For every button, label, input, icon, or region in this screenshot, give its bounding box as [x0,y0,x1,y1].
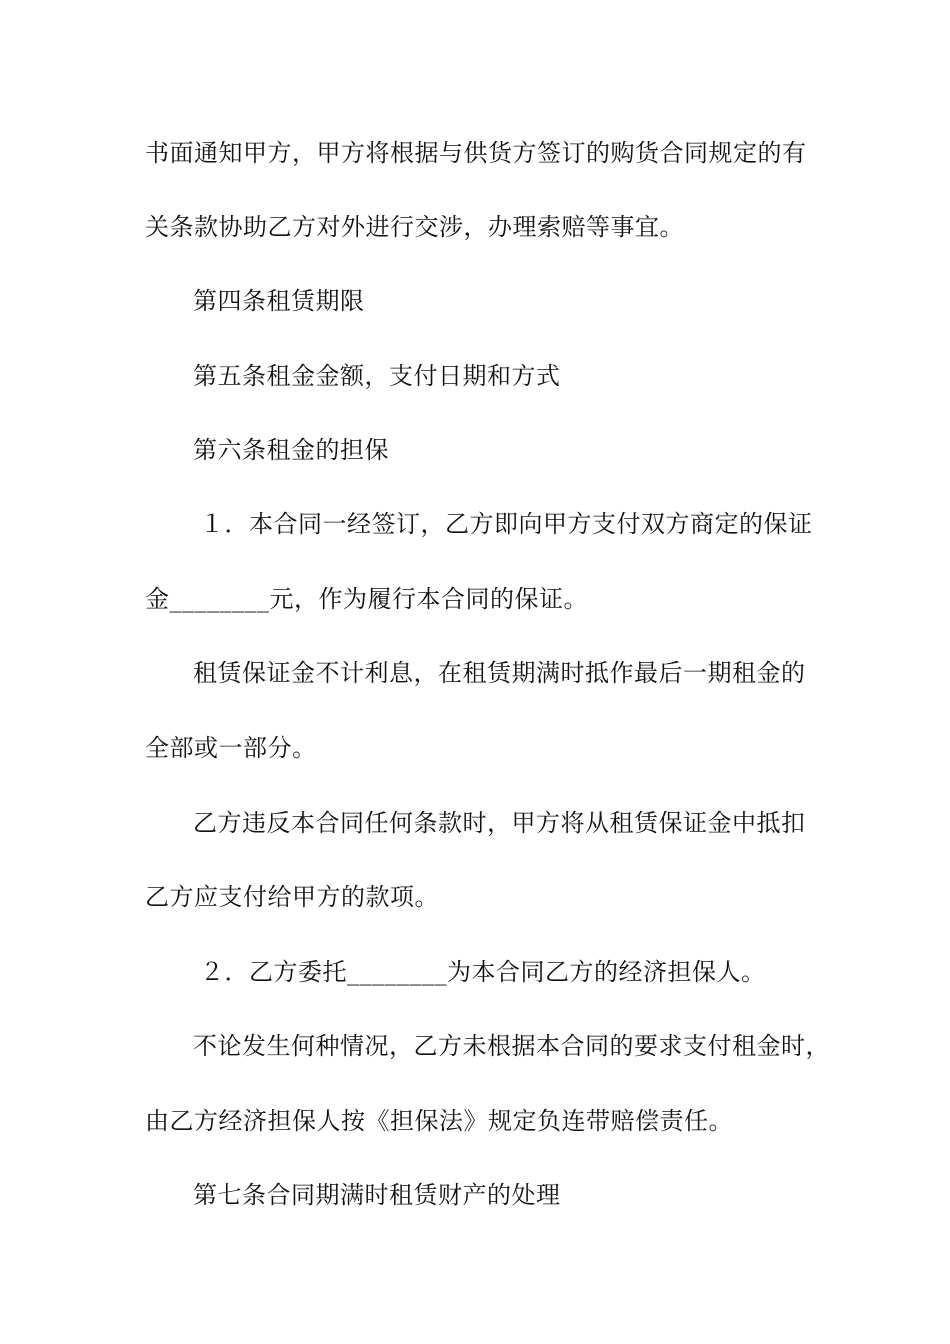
article-heading: 第七条合同期满时租赁财产的处理 [193,1181,561,1209]
article-heading: 第六条租金的担保 [193,436,389,464]
text-line: 乙方违反本合同任何条款时，甲方将从租赁保证金中抵扣 [193,809,806,837]
text-line: 全部或一部分。 [145,734,317,762]
text-line: 由乙方经济担保人按《担保法》规定负连带赔偿责任。 [145,1107,733,1135]
text-line: 租赁保证金不计利息，在租赁期满时抵作最后一期租金的 [193,659,806,687]
article-heading: 第五条租金金额，支付日期和方式 [193,362,561,390]
article-heading: 第四条租赁期限 [193,287,365,315]
text-line: 乙方应支付给甲方的款项。 [145,883,439,911]
text-line: 关条款协助乙方对外进行交涉，办理索赔等事宜。 [145,213,684,241]
text-line: ２．乙方委托________为本合同乙方的经济担保人。 [200,958,766,986]
text-line: １．本合同一经签订，乙方即向甲方支付双方商定的保证 [200,510,813,538]
text-line: 书面通知甲方，甲方将根据与供货方签订的购货合同规定的有 [145,139,807,167]
text-line: 不论发生何种情况，乙方未根据本合同的要求支付租金时， [193,1032,830,1060]
text-line: 金________元，作为履行本合同的保证。 [145,585,588,613]
